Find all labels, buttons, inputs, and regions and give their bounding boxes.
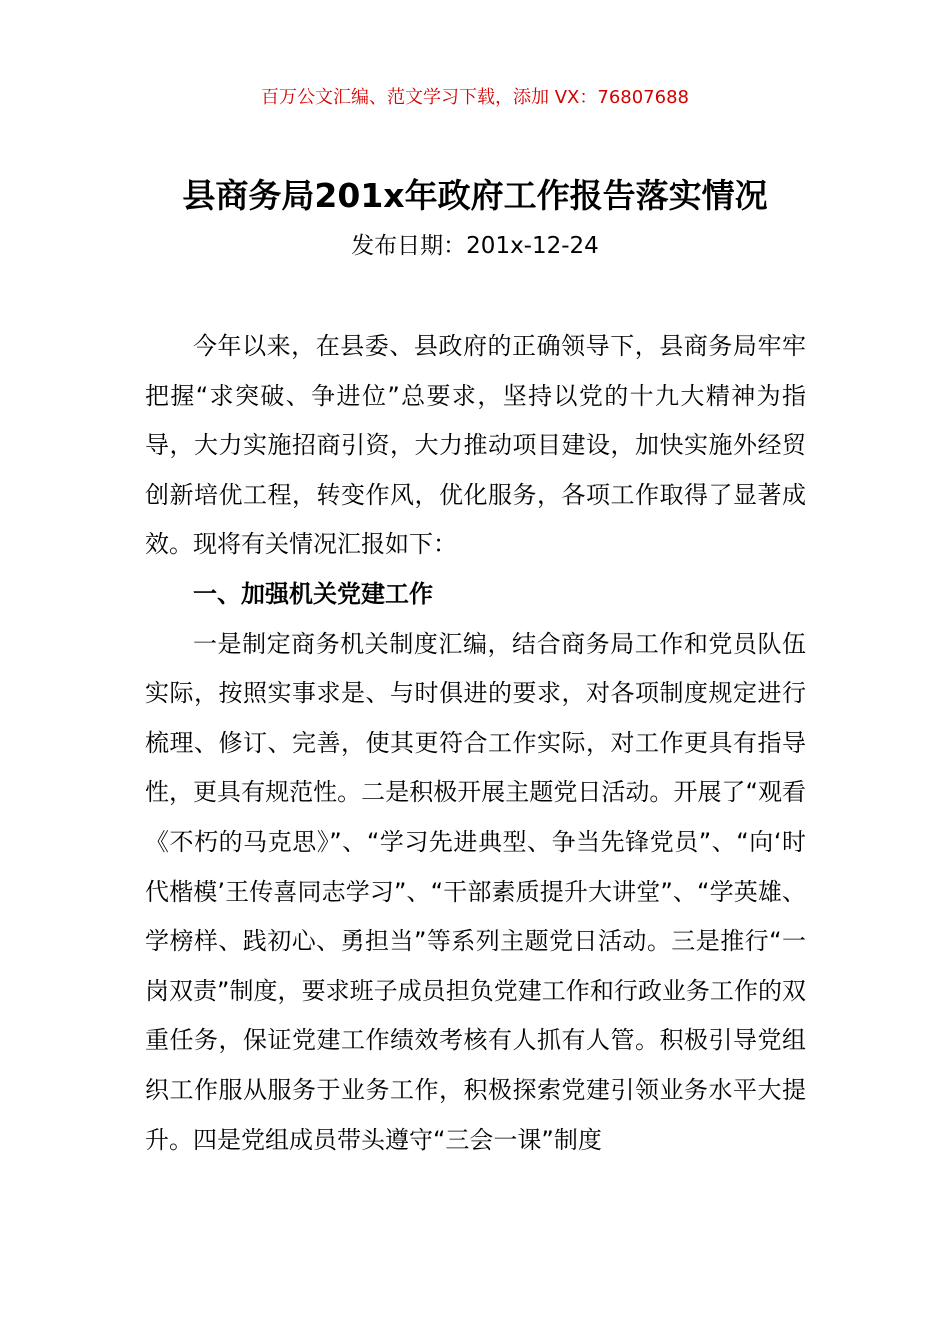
intro-paragraph: 今年以来，在县委、县政府的正确领导下，县商务局牢牢把握“求突破、争进位”总要求，坚持以党的十九大精神为指导，大力实施招商引资，大力推动项目建设，加快实施外经贸创新培优工程，转变作风，优化服务，各项工作取得了显著成效。现将有关情况汇报如下：: [145, 332, 806, 559]
document-title: 县商务局201x年政府工作报告落实情况: [182, 176, 768, 215]
section-heading: 一、加强机关党建工作: [193, 579, 433, 608]
watermark-banner: 百万公文汇编、范文学习下载，添加 VX：76807688: [261, 87, 689, 108]
body-paragraph: 一是制定商务机关制度汇编，结合商务局工作和党员队伍实际，按照实事求是、与时俱进的要求，对各项制度规定进行梳理、修订、完善，使其更符合工作实际，对工作更具有指导性，更具有规范性。二是积极开展主题党日活动。开展了“观看《不朽的马克思》”、“学习先进典型、争当先锋党员”、“向‘时代楷模’王传喜同志学习”、“干部素质提升大讲堂”、“学英雄、学榜样、践初心、勇担当”等系列主题党日活动。三是推行“一岗双责”制度，要求班子成员担负党建工作和行政业务工作的双重任务，保证党建工作绩效考核有人抓有人管。积极引导党组织工作服从服务于业务工作，积极探索党建引领业务水平大提升。四是党组成员带头遵守“三会一课”制度: [145, 629, 806, 1154]
publish-date: 发布日期：201x-12-24: [351, 233, 599, 259]
document-body: [145, 322, 806, 1165]
